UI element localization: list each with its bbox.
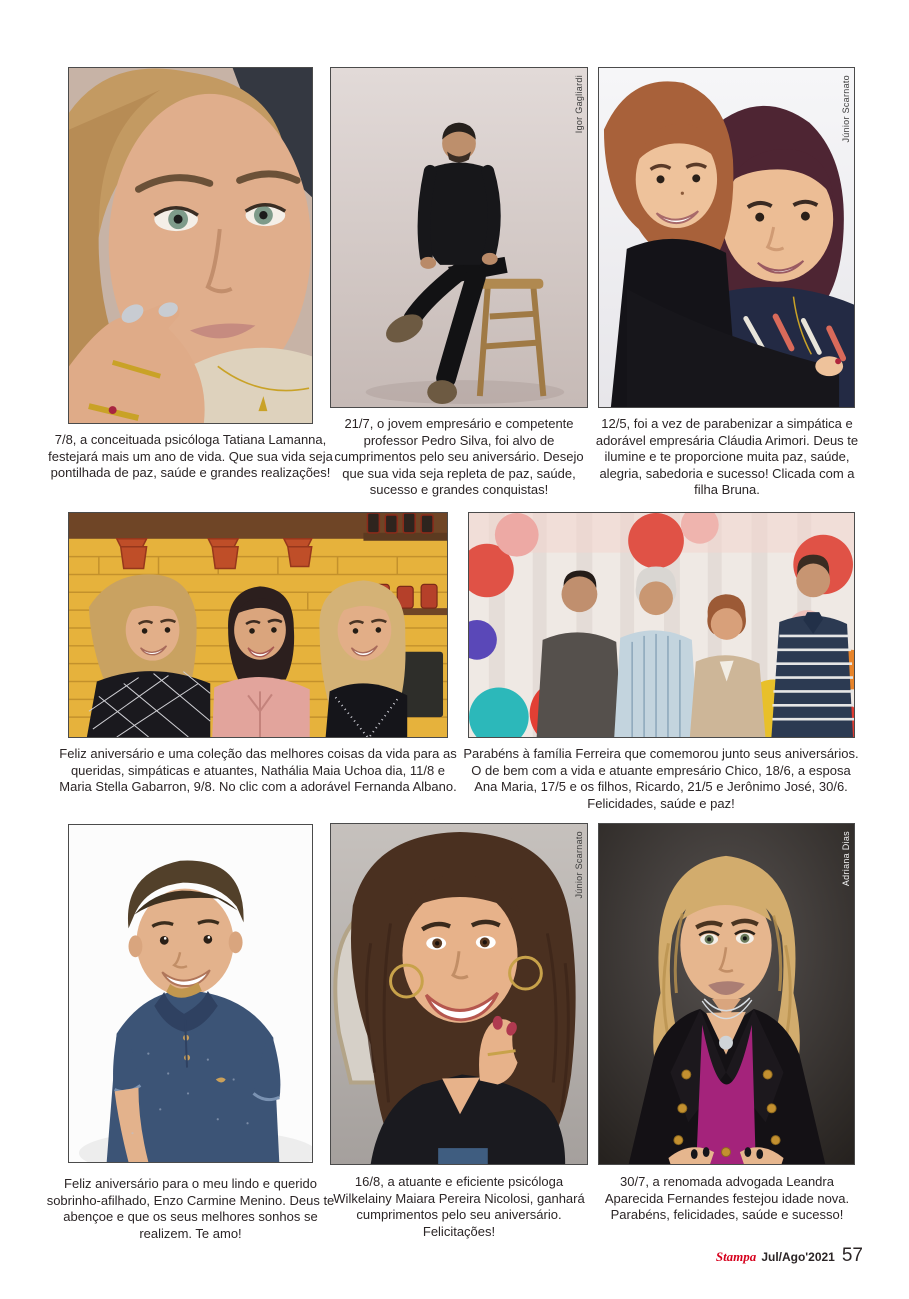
photo-three-women-party — [68, 512, 448, 738]
photo-tatiana-lamanna — [68, 67, 313, 424]
photo-illustration-man-on-stool — [331, 68, 587, 407]
photo-credit: Igor Gagliardi — [574, 75, 584, 134]
issue-label: Jul/Ago'2021 — [761, 1250, 835, 1264]
photo-illustration-mother-daughter — [599, 68, 854, 407]
caption-pedro: 21/7, o jovem empresário e competente professor Pedro Silva, foi alvo de cumprimentos pelo seu aniversário. Desejo que sua vida seja repleta de paz, saúde, sucesso e grandes conquistas! — [334, 416, 584, 497]
photo-credit: Júnior Scarnato — [841, 75, 851, 143]
photo-familia-ferreira — [468, 512, 855, 738]
photo-claudia-bruna — [598, 67, 855, 408]
photo-illustration-smiling-woman — [331, 824, 587, 1164]
photo-enzo-menino — [68, 824, 313, 1163]
photo-credit: Júnior Scarnato — [574, 831, 584, 899]
caption-enzo: Feliz aniversário para o meu lindo e querido sobrinho-afilhado, Enzo Carmine Menino. Deus te abençoe e que os seus melhores sonhos se realizem. Te amo! — [46, 1176, 335, 1241]
photo-illustration-family-balloons — [469, 513, 854, 737]
photo-credit: Adriana Dias — [841, 831, 851, 887]
caption-wilkelainy: 16/8, a atuante e eficiente psicóloga Wilkelainy Maiara Pereira Nicolosi, ganhará cumprimentos pelo seu aniversário. Felicitações! — [333, 1174, 585, 1239]
photo-illustration-boy — [69, 825, 312, 1162]
page-footer — [716, 1245, 863, 1267]
photo-leandra — [598, 823, 855, 1165]
photo-wilkelainy — [330, 823, 588, 1165]
photo-illustration-selfie — [69, 68, 312, 423]
photo-pedro-silva — [330, 67, 588, 408]
magazine-logo: Stampa — [715, 1249, 757, 1264]
page-number: 57 — [841, 1245, 863, 1266]
photo-illustration-blonde-lawyer — [599, 824, 854, 1164]
caption-claudia: 12/5, foi a vez de parabenizar a simpática e adorável empresária Cláudia Arimori. Deus te ilumine e te proporcione muita paz, saúde, alegria, sabedoria e sucesso! Clicada com a filha Bruna. — [595, 416, 859, 497]
caption-familia-ferreira: Parabéns à família Ferreira que comemorou junto seus aniversários. O de bem com a vida e atuante empresário Chico, 18/6, a esposa Ana Maria, 17/5 e os filhos, Ricardo, 21/5 e Jerônimo José, 30/6. Felicidades, saúde e paz! — [463, 746, 859, 811]
caption-nathalia: Feliz aniversário e uma coleção das melhores coisas da vida para as queridas, simpáticas e atuantes, Nathália Maia Uchoa dia, 11/8 e Maria Stella Gabarron, 9/8. No clic com a adorável Fernanda Albano. — [59, 746, 457, 794]
photo-illustration-party — [69, 513, 447, 737]
caption-tatiana: 7/8, a conceituada psicóloga Tatiana Lamanna, festejará mais um ano de vida. Que sua vida seja pontilhada de paz, saúde e grandes realizações! — [48, 432, 333, 480]
caption-leandra: 30/7, a renomada advogada Leandra Aparecida Fernandes festejou idade nova. Parabéns, felicidades, saúde e sucesso! — [604, 1174, 850, 1222]
